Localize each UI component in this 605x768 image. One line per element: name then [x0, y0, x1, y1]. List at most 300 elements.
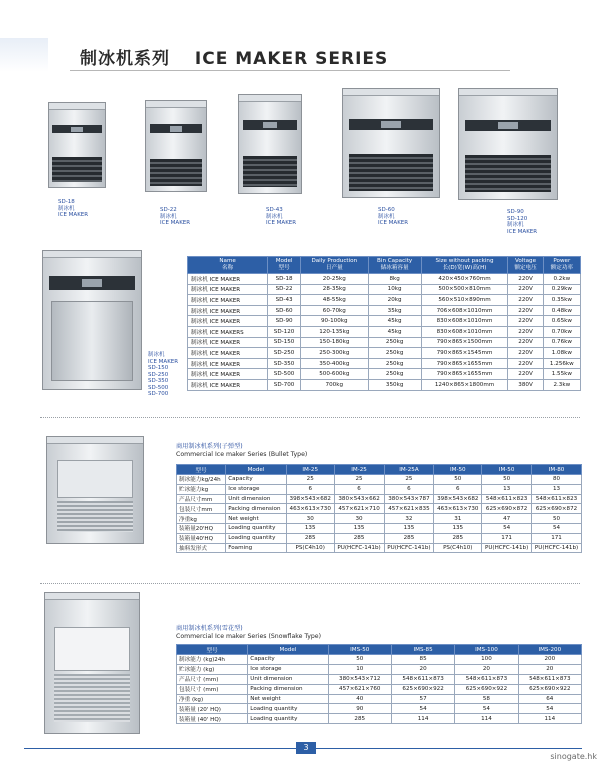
snowflake-spec-table-body	[177, 655, 582, 724]
header-cn: 额定功率	[550, 265, 574, 271]
table-cell: 548×611×873	[518, 674, 581, 684]
table-cell: 625×690×922	[455, 684, 518, 694]
table-cell: 6	[384, 484, 434, 494]
caption-line: SD-18	[58, 199, 75, 205]
table-cell: 54	[532, 523, 582, 533]
table-cell: 31	[434, 514, 482, 524]
caption-sd18	[58, 199, 88, 219]
table-cell: 0.70kw	[543, 326, 580, 337]
caption-sd150-series	[148, 352, 178, 398]
table-cell: 457×621×835	[384, 504, 434, 514]
table-cell: PS(C4h10)	[286, 543, 334, 553]
table-cell: 50	[482, 475, 532, 485]
table-cell: 250kg	[368, 348, 421, 359]
caption-line: SD-350	[148, 378, 169, 384]
section-title-cn: 商用制冰机系列(雪花型)	[176, 625, 243, 632]
column-header: IM-25	[286, 465, 334, 475]
table-cell: 830×608×1010mm	[421, 326, 508, 337]
table-cell: 135	[384, 523, 434, 533]
table-cell: 830×608×1010mm	[421, 316, 508, 327]
table-cell: 制冰机 ICE MAKER	[188, 305, 268, 316]
table-cell: 220V	[508, 295, 543, 306]
column-header: IM-25	[334, 465, 384, 475]
table-cell: 装箱量 (40' HQ)	[177, 714, 248, 724]
caption-sd90	[507, 209, 537, 235]
table-cell: Loading quantity	[248, 704, 328, 714]
table-row	[177, 533, 582, 543]
table-row	[188, 274, 581, 285]
table-cell: 700kg	[300, 379, 368, 390]
table-cell: 171	[532, 533, 582, 543]
table-cell: 790×865×1655mm	[421, 358, 508, 369]
table-row	[177, 504, 582, 514]
table-cell: 548×611×823	[532, 494, 582, 504]
column-header: IMS-50	[328, 645, 391, 655]
bullet-section-title	[176, 443, 307, 459]
table-cell: 398×543×682	[434, 494, 482, 504]
table-cell: PU(HCFC-141b)	[532, 543, 582, 553]
caption-sd22	[160, 207, 190, 227]
section-title-en: Commercial Ice maker Series (Snowflake Type)	[176, 633, 322, 640]
table-cell: 制冰机 ICE MAKER	[188, 337, 268, 348]
table-cell: 制冰能力kg/24h	[177, 475, 226, 485]
table-cell: 制冰机 ICE MAKER	[188, 316, 268, 327]
table-cell: 220V	[508, 284, 543, 295]
table-cell: 0.76kw	[543, 337, 580, 348]
table-header-row	[177, 645, 582, 655]
table-cell: 285	[328, 714, 391, 724]
table-row	[188, 348, 581, 359]
caption-line: SD-700	[148, 391, 169, 397]
header-cn: 型号	[278, 265, 290, 271]
table-cell: 250kg	[368, 369, 421, 380]
table-cell: SD-120	[268, 326, 301, 337]
table-cell: 30	[334, 514, 384, 524]
table-row	[188, 369, 581, 380]
table-cell: 48-55kg	[300, 295, 368, 306]
header-en: Size without packing	[435, 258, 494, 264]
caption-line: ICE MAKER	[378, 220, 409, 226]
caption-line: SD-60	[378, 207, 395, 213]
table-row	[177, 494, 582, 504]
table-cell: 产品尺寸mm	[177, 494, 226, 504]
table-cell: 制冰机 ICE MAKER	[188, 348, 268, 359]
table-cell: 6	[286, 484, 334, 494]
column-header: Model	[248, 645, 328, 655]
column-header: IMS-85	[391, 645, 454, 655]
table-cell: 0.2kw	[543, 274, 580, 285]
table-cell: 220V	[508, 348, 543, 359]
page-number: 3	[296, 742, 316, 754]
table-cell: 0.29kw	[543, 284, 580, 295]
table-cell: 6	[434, 484, 482, 494]
caption-line: SD-500	[148, 384, 169, 391]
table-cell: 制冰机 ICE MAKER	[188, 369, 268, 380]
table-row	[188, 305, 581, 316]
column-header: 型号	[177, 645, 248, 655]
table-cell: 10	[328, 664, 391, 674]
table-cell: Net weight	[248, 694, 328, 704]
table-cell: 1.08kw	[543, 348, 580, 359]
column-header	[268, 257, 301, 274]
table-cell: 380V	[508, 379, 543, 390]
table-cell: 45kg	[368, 326, 421, 337]
table-cell: 135	[286, 523, 334, 533]
table-cell: Net weight	[226, 514, 287, 524]
ice-maker-sd43-photo	[238, 94, 302, 194]
table-cell: 50	[532, 514, 582, 524]
table-cell: SD-43	[268, 295, 301, 306]
table-cell: 25	[384, 475, 434, 485]
sd-spec-table	[187, 256, 581, 391]
table-row	[177, 514, 582, 524]
caption-line: 制冰机	[160, 213, 177, 220]
header-rule	[70, 70, 510, 71]
table-cell: 135	[434, 523, 482, 533]
table-cell: Foaming	[226, 543, 287, 553]
table-cell: 28-35kg	[300, 284, 368, 295]
table-cell: 0.65kw	[543, 316, 580, 327]
table-cell: SD-90	[268, 316, 301, 327]
table-cell: 10kg	[368, 284, 421, 295]
table-cell: 790×865×1500mm	[421, 337, 508, 348]
table-cell: 220V	[508, 316, 543, 327]
table-cell: 790×865×1655mm	[421, 369, 508, 380]
table-cell: 457×621×760	[328, 684, 391, 694]
table-cell: 制冰机 ICE MAKER	[188, 274, 268, 285]
table-cell: SD-500	[268, 369, 301, 380]
table-cell: 47	[482, 514, 532, 524]
watermark: sinogate.hk	[550, 752, 597, 761]
column-header	[508, 257, 543, 274]
table-cell: 20	[391, 664, 454, 674]
table-cell: 54	[482, 523, 532, 533]
table-cell: 0.35kw	[543, 295, 580, 306]
table-cell: 抽料发形式	[177, 543, 226, 553]
table-cell: Packing dimension	[226, 504, 287, 514]
header-cn: 日产量	[325, 265, 343, 271]
snowflake-spec-table	[176, 644, 582, 724]
table-cell: 20	[455, 664, 518, 674]
table-cell: 包装尺寸 (mm)	[177, 684, 248, 694]
table-cell: 净重 (kg)	[177, 694, 248, 704]
caption-sd60	[378, 207, 408, 227]
table-cell: 220V	[508, 305, 543, 316]
table-cell: 57	[391, 694, 454, 704]
table-cell: 制冰机 ICE MAKER	[188, 358, 268, 369]
table-cell: 220V	[508, 337, 543, 348]
table-header-row	[188, 257, 581, 274]
table-cell: 45kg	[368, 316, 421, 327]
table-cell: 250-300kg	[300, 348, 368, 359]
table-cell: 285	[334, 533, 384, 543]
table-cell: Ice storage	[248, 664, 328, 674]
caption-line: ICE MAKER	[148, 358, 179, 365]
table-row	[177, 714, 582, 724]
table-cell: 114	[518, 714, 581, 724]
table-cell: PU(HCFC-141b)	[482, 543, 532, 553]
caption-line: 制冰机	[266, 213, 283, 220]
table-cell: 贮冰能力kg	[177, 484, 226, 494]
table-cell: 装箱量20'HQ	[177, 523, 226, 533]
table-cell: Packing dimension	[248, 684, 328, 694]
table-cell: SD-250	[268, 348, 301, 359]
table-cell: 2.3kw	[543, 379, 580, 390]
table-row	[177, 684, 582, 694]
table-cell: 220V	[508, 358, 543, 369]
table-cell: 790×865×1545mm	[421, 348, 508, 359]
table-row	[188, 316, 581, 327]
table-cell: 85	[391, 655, 454, 665]
table-cell: 625×690×922	[518, 684, 581, 694]
table-row	[177, 664, 582, 674]
table-cell: 463×613×730	[434, 504, 482, 514]
table-cell: 500-600kg	[300, 369, 368, 380]
table-cell: PU(HCFC-141b)	[334, 543, 384, 553]
table-cell: 120-135kg	[300, 326, 368, 337]
caption-sd43	[266, 207, 296, 227]
ice-maker-sd22-photo	[145, 100, 207, 192]
table-cell: 制冰能力 (kg)24h	[177, 655, 248, 665]
table-cell: PU(HCFC-141b)	[384, 543, 434, 553]
caption-line: SD-250	[148, 371, 169, 378]
table-cell: 625×690×922	[391, 684, 454, 694]
column-header: 型号	[177, 465, 226, 475]
table-cell: 250kg	[368, 358, 421, 369]
column-header: Model	[226, 465, 287, 475]
table-cell: 220V	[508, 369, 543, 380]
table-cell: 625×690×872	[532, 504, 582, 514]
page-title-en: ICE MAKER SERIES	[194, 49, 389, 69]
table-cell: 285	[434, 533, 482, 543]
table-cell: 20	[518, 664, 581, 674]
table-cell: 90-100kg	[300, 316, 368, 327]
header-en: Bin Capacity	[377, 258, 413, 264]
table-cell: 220V	[508, 274, 543, 285]
table-cell: 50	[328, 655, 391, 665]
table-cell: 350kg	[368, 379, 421, 390]
table-cell: 500×500×810mm	[421, 284, 508, 295]
table-cell: Unit dimension	[226, 494, 287, 504]
caption-line: SD-43	[266, 207, 283, 213]
table-cell: 171	[482, 533, 532, 543]
table-cell: 706×608×1010mm	[421, 305, 508, 316]
section-title-cn: 商用制冰机系列(子弹型)	[176, 443, 243, 450]
table-cell: 54	[518, 704, 581, 714]
table-cell: 625×690×872	[482, 504, 532, 514]
table-cell: 285	[384, 533, 434, 543]
ice-maker-sd18-photo	[48, 102, 106, 188]
table-cell: PS(C4h10)	[434, 543, 482, 553]
table-cell: 548×611×873	[455, 674, 518, 684]
table-cell: 贮冰能力 (kg)	[177, 664, 248, 674]
table-cell: SD-700	[268, 379, 301, 390]
column-header	[368, 257, 421, 274]
table-cell: 13	[482, 484, 532, 494]
table-row	[177, 674, 582, 684]
table-cell: 54	[455, 704, 518, 714]
caption-line: ICE MAKER	[160, 220, 191, 226]
table-cell: 32	[384, 514, 434, 524]
table-cell: 285	[286, 533, 334, 543]
table-cell: Capacity	[248, 655, 328, 665]
table-cell: 20kg	[368, 295, 421, 306]
table-cell: 114	[391, 714, 454, 724]
table-cell: 200	[518, 655, 581, 665]
snowflake-section-title	[176, 625, 321, 641]
table-cell: 1.55kw	[543, 369, 580, 380]
table-row	[177, 475, 582, 485]
page-title-cn: 制冰机系列	[80, 49, 170, 69]
table-cell: 25	[334, 475, 384, 485]
table-cell: 54	[391, 704, 454, 714]
header-en: Name	[219, 258, 236, 264]
caption-line: SD-90	[507, 209, 524, 215]
table-row	[177, 704, 582, 714]
table-cell: Loading quantity	[248, 714, 328, 724]
table-cell: 380×543×712	[328, 674, 391, 684]
table-cell: SD-150	[268, 337, 301, 348]
column-header	[543, 257, 580, 274]
table-row	[177, 543, 582, 553]
caption-line: 制冰机	[58, 205, 75, 212]
section-title-en: Commercial Ice maker Series (Bullet Type)	[176, 451, 308, 458]
table-cell: 135	[334, 523, 384, 533]
table-cell: 8kg	[368, 274, 421, 285]
table-cell: 0.48kw	[543, 305, 580, 316]
table-cell: 包装尺寸mm	[177, 504, 226, 514]
header-en: Model	[275, 258, 293, 264]
table-cell: 制冰机 ICE MAKER	[188, 379, 268, 390]
header-en: Voltage	[515, 258, 537, 264]
table-cell: 398×543×682	[286, 494, 334, 504]
table-row	[188, 358, 581, 369]
table-cell: 350-400kg	[300, 358, 368, 369]
table-cell: 548×611×823	[482, 494, 532, 504]
column-header	[300, 257, 368, 274]
table-cell: 60-70kg	[300, 305, 368, 316]
table-row	[188, 326, 581, 337]
ice-maker-sd90-photo	[458, 88, 558, 200]
table-cell: 20-25kg	[300, 274, 368, 285]
column-header: IM-25A	[384, 465, 434, 475]
table-cell: Unit dimension	[248, 674, 328, 684]
caption-line: ICE MAKER	[266, 220, 297, 226]
table-cell: 64	[518, 694, 581, 704]
header-cn: 名称	[222, 265, 234, 271]
table-cell: Loading quantity	[226, 533, 287, 543]
column-header: IMS-200	[518, 645, 581, 655]
table-cell: 1.256kw	[543, 358, 580, 369]
table-cell: 装箱量 (20' HQ)	[177, 704, 248, 714]
bullet-spec-table-body	[177, 475, 582, 553]
column-header	[421, 257, 508, 274]
column-header: IM-50	[482, 465, 532, 475]
header-cn: 额定电压	[514, 265, 537, 271]
table-cell: 380×543×787	[384, 494, 434, 504]
table-cell: 150-180kg	[300, 337, 368, 348]
table-cell: SD-60	[268, 305, 301, 316]
table-cell: 装箱量40'HQ	[177, 533, 226, 543]
table-row	[188, 337, 581, 348]
table-cell: 380×543×662	[334, 494, 384, 504]
table-cell: 净重kg	[177, 514, 226, 524]
snowflake-ice-maker-photo	[44, 592, 140, 734]
table-cell: 114	[455, 714, 518, 724]
bullet-spec-table	[176, 464, 582, 553]
table-cell: 30	[286, 514, 334, 524]
table-cell: 50	[434, 475, 482, 485]
header-en: Daily Production	[311, 258, 358, 264]
table-cell: 220V	[508, 326, 543, 337]
section-divider	[40, 583, 580, 584]
column-header: IMS-100	[455, 645, 518, 655]
table-row	[177, 694, 582, 704]
table-row	[188, 379, 581, 390]
table-cell: Ice storage	[226, 484, 287, 494]
table-cell: 58	[455, 694, 518, 704]
caption-line: SD-150	[148, 365, 169, 371]
table-cell: 1240×865×1800mm	[421, 379, 508, 390]
column-header	[188, 257, 268, 274]
header-cn: 储冰箱容量	[380, 265, 409, 271]
ice-maker-sd150-photo	[42, 250, 142, 390]
table-row	[177, 484, 582, 494]
sd-spec-table-body	[188, 274, 581, 391]
header-en: Power	[553, 258, 571, 264]
table-cell: Capacity	[226, 475, 287, 485]
table-cell: 90	[328, 704, 391, 714]
table-cell: 420×450×760mm	[421, 274, 508, 285]
table-cell: 制冰机 ICE MAKER	[188, 284, 268, 295]
table-cell: 463×613×730	[286, 504, 334, 514]
column-header: IM-50	[434, 465, 482, 475]
caption-line: 制冰机	[378, 213, 395, 220]
table-header-row	[177, 465, 582, 475]
table-cell: 35kg	[368, 305, 421, 316]
table-cell: SD-18	[268, 274, 301, 285]
table-cell: 13	[532, 484, 582, 494]
table-cell: 制冰机 ICE MAKER	[188, 295, 268, 306]
table-cell: SD-350	[268, 358, 301, 369]
table-cell: SD-22	[268, 284, 301, 295]
table-row	[177, 523, 582, 533]
table-cell: 6	[334, 484, 384, 494]
caption-line: ICE MAKER	[507, 228, 538, 235]
table-cell: 560×510×890mm	[421, 295, 508, 306]
table-row	[177, 655, 582, 665]
section-divider	[40, 417, 580, 418]
table-cell: 80	[532, 475, 582, 485]
table-cell: 产品尺寸 (mm)	[177, 674, 248, 684]
table-cell: 100	[455, 655, 518, 665]
caption-line: SD-120	[507, 215, 528, 222]
caption-line: ICE MAKER	[58, 212, 89, 218]
ice-maker-sd60-photo	[342, 88, 440, 198]
header-cn: 长(D)宽(W)高(H)	[442, 265, 487, 271]
caption-line: SD-22	[160, 207, 177, 213]
table-cell: 457×621×710	[334, 504, 384, 514]
table-cell: 25	[286, 475, 334, 485]
caption-line: 制冰机	[148, 352, 165, 358]
table-cell: Loading quantity	[226, 523, 287, 533]
table-cell: 40	[328, 694, 391, 704]
header-corner-decoration	[0, 38, 48, 72]
table-cell: 制冰机 ICE MAKERS	[188, 326, 268, 337]
column-header: IM-80	[532, 465, 582, 475]
table-cell: 250kg	[368, 337, 421, 348]
page-title	[80, 44, 388, 69]
